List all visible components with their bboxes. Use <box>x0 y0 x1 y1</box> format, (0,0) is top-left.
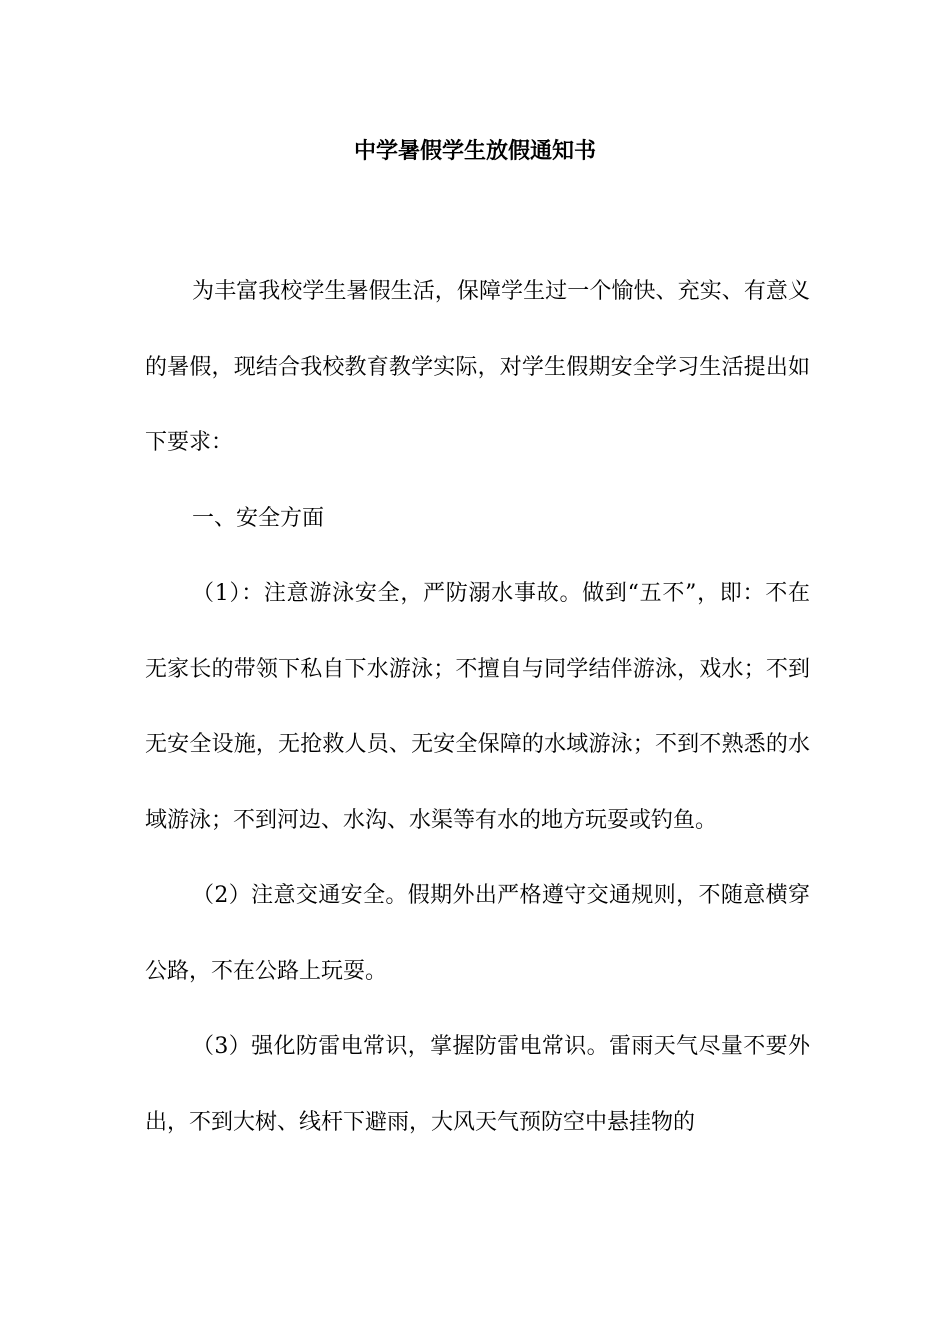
document-body <box>145 254 810 1160</box>
safety-item-swimming: （1）：注意游泳安全，严防溺水事故。做到“五不”，即：不在无家长的带领下私自下水游泳；不擅自与同学结伴游泳，戏水；不到无安全设施，无抢救人员、无安全保障的水域游泳；不到不熟悉的水域游泳；不到河边、水沟、水渠等有水的地方玩耍或钓鱼。 <box>145 581 810 833</box>
safety-item-traffic: （2）注意交通安全。假期外出严格遵守交通规则，不随意横穿公路，不在公路上玩耍。 <box>145 883 810 984</box>
intro-paragraph: 为丰富我校学生暑假生活，保障学生过一个愉快、充实、有意义的暑假，现结合我校教育教学实际，对学生假期安全学习生活提出如下要求： <box>145 279 810 455</box>
section-heading-safety: 一、安全方面 <box>192 505 325 531</box>
safety-item-lightning: （3）强化防雷电常识，掌握防雷电常识。雷雨天气尽量不要外出，不到大树、线杆下避雨，大风天气预防空中悬挂物的 <box>145 1034 810 1135</box>
document-title: 中学暑假学生放假通知书 <box>353 139 596 164</box>
